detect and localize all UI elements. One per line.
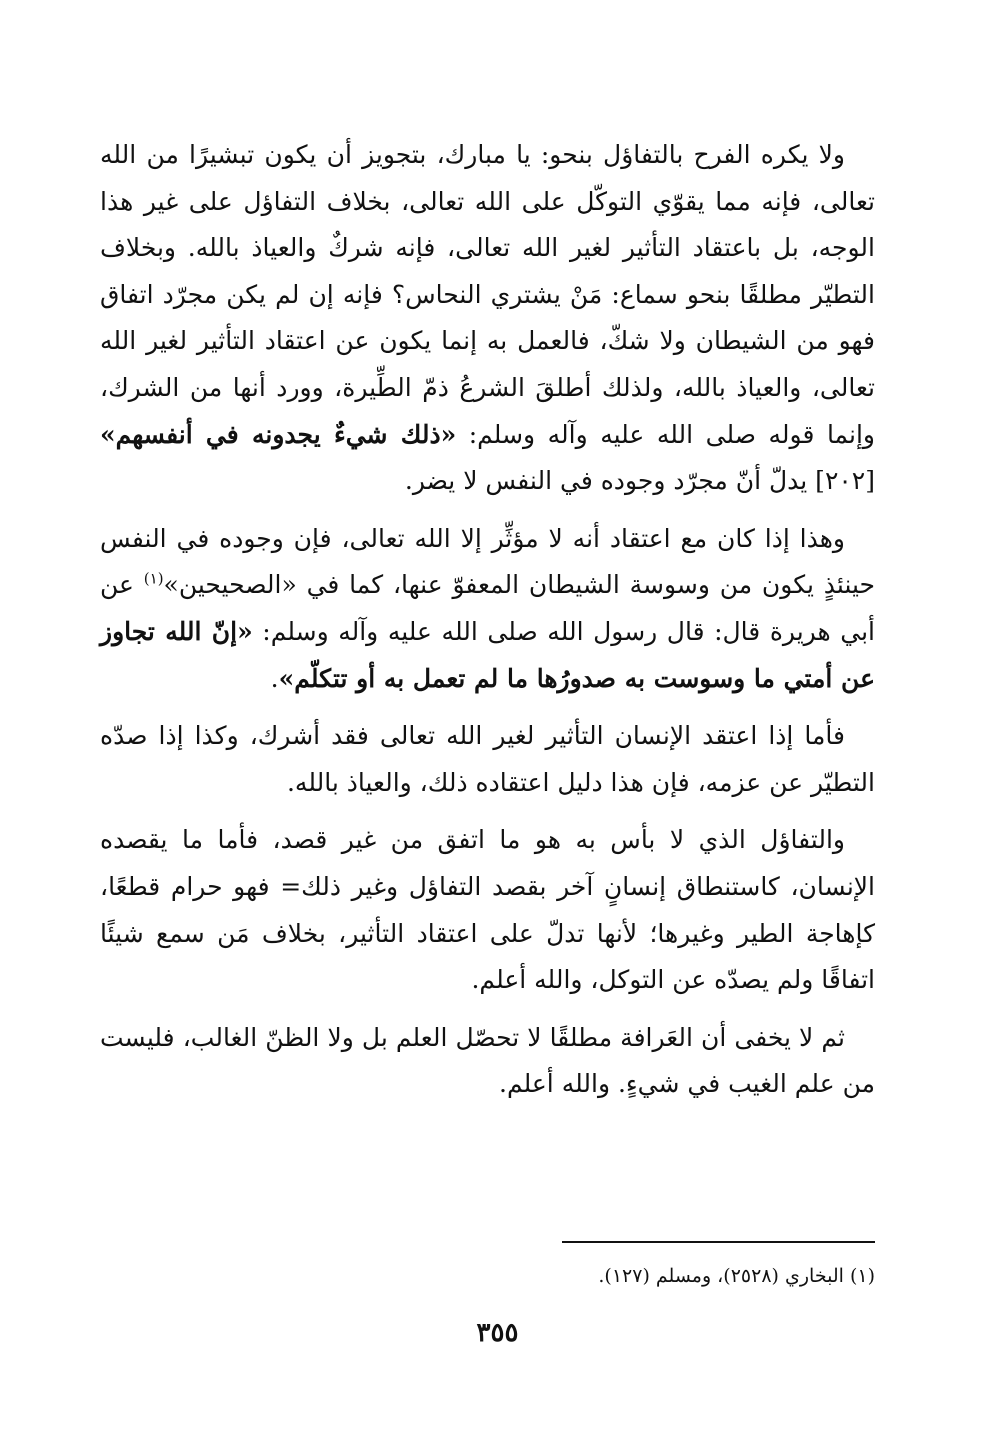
- text-segment: ثم لا يخفى أن العَرافة مطلقًا لا تحصّل العلم بل ولا الظنّ الغالب، فليست من علم الغيب في شيءٍ. والله أعلم.: [100, 1022, 875, 1099]
- paragraph: [100, 132, 875, 505]
- footnote-marker: (١): [143, 570, 164, 589]
- text-segment: وهذا إذا كان مع اعتقاد أنه لا مؤثِّر إلا الله تعالى، فإن وجوده في النفس حينئذٍ يكون من وسوسة الشيطان المعفوّ عنها، كما في «الصحيحين»: [100, 523, 875, 600]
- main-text: [100, 132, 875, 1108]
- text-segment: فأما إذا اعتقد الإنسان التأثير لغير الله تعالى فقد أشرك، وكذا إذا صدّه التطيّر عن عزمه، فإن هذا دليل اعتقاده ذلك، والعياذ بالله.: [100, 721, 875, 797]
- text-segment: [٢٠٢] يدلّ أنّ مجرّد وجوده في النفس لا يضر.: [404, 466, 875, 496]
- hadith-quote: «ذلك شيءٌ يجدونه في أنفسهم»: [100, 419, 457, 449]
- footnote: (١) البخاري (٢٥٢٨)، ومسلم (١٢٧).: [598, 1265, 875, 1287]
- footnote-separator: [562, 1241, 875, 1243]
- paragraph: [100, 516, 875, 702]
- page-number: ٣٥٥: [476, 1318, 519, 1348]
- text-segment: عن أبي هريرة قال: قال رسول الله صلى الله عليه وآله وسلم:: [100, 570, 875, 646]
- paragraph: [100, 817, 875, 1003]
- text-segment: .: [270, 663, 279, 693]
- text-segment: ولا يكره الفرح بالتفاؤل بنحو: يا مبارك، بتجويز أن يكون تبشيرًا من الله تعالى، فإنه مما يقوّي التوكّل على الله تعالى، بخلاف التفاؤل على غير هذا الوجه، بل باعتقاد التأثير لغير الله تعالى، فإنه شركٌ والعياذ بالله. وبخلاف التطيّر مطلقًا بنحو سماع: مَنْ يشتري النحاس؟ فإنه إن لم يكن مجرّد اتفاق فهو من الشيطان ولا شكّ، فالعمل به إنما يكون عن اعتقاد التأثير لغير الله تعالى، والعياذ بالله، ولذلك أطلقَ الشرعُ ذمّ الطِّيرة، وورد أنها من الشرك، وإنما قوله صلى الله عليه وآله وسلم:: [100, 140, 875, 449]
- paragraph: [100, 713, 875, 806]
- paragraph: [100, 1015, 875, 1108]
- hadith-quote: «إنّ الله تجاوز عن أمتي ما وسوست به صدورُها ما لم تعمل به أو تتكلّم»: [100, 616, 875, 693]
- text-segment: والتفاؤل الذي لا بأس به هو ما اتفق من غير قصد، فأما ما يقصده الإنسان، كاستنطاق إنسانٍ آخر بقصد التفاؤل وغير ذلك= فهو حرام قطعًا، كإهاجة الطير وغيرها؛ لأنها تدلّ على اعتقاد التأثير، بخلاف مَن سمع شيئًا اتفاقًا ولم يصدّه عن التوكل، والله أعلم.: [100, 825, 875, 995]
